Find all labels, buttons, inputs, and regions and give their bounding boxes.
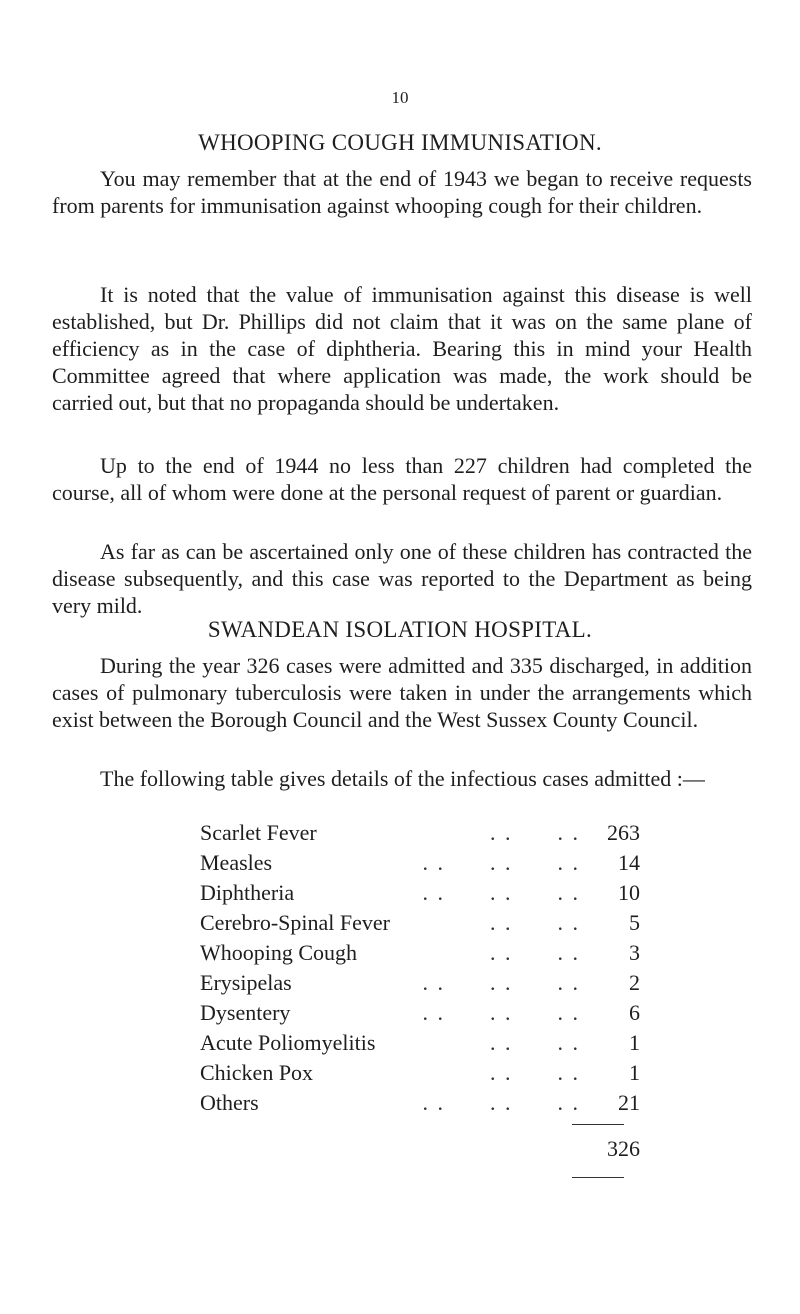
case-count: 1 bbox=[629, 1030, 640, 1055]
case-count: 10 bbox=[618, 880, 640, 905]
case-count: 5 bbox=[629, 910, 640, 935]
infectious-cases-table bbox=[200, 820, 640, 1120]
leader-dots: . . . . bbox=[490, 940, 580, 965]
leader-dots: . . . . . . bbox=[422, 880, 580, 905]
leader-dots: . . . . . . bbox=[422, 850, 580, 875]
paragraph: Up to the end of 1944 no less than 227 children had completed the course, all of whom were done at the personal request of parent or guardian. bbox=[52, 453, 752, 505]
section-title-whooping-cough: WHOOPING COUGH IMMUNISATION. bbox=[198, 130, 602, 155]
disease-name: Measles bbox=[200, 850, 276, 876]
table-row bbox=[200, 850, 640, 880]
disease-name: Diphtheria bbox=[200, 880, 298, 906]
paragraph: During the year 326 cases were admitted and 335 discharged, in addition cases of pulmonary tuberculosis were taken in under the arrangements which exist between the Borough Council and the West Sussex County Council. bbox=[52, 653, 752, 732]
case-count: 263 bbox=[607, 820, 640, 845]
leader-dots: . . . . . . bbox=[422, 1090, 580, 1115]
case-count: 3 bbox=[629, 940, 640, 965]
disease-name: Cerebro-Spinal Fever bbox=[200, 910, 394, 936]
paragraph: It is noted that the value of immunisation against this disease is well established, but Dr. Phillips did not claim that it was on the same plane of efficiency as in the case of diphtheria. Bearing this in mind your Health Committee agreed that where application was made, the work should be carried out, but that no propaganda should be undertaken. bbox=[52, 282, 752, 415]
disease-name: Others bbox=[200, 1090, 263, 1116]
disease-name: Chicken Pox bbox=[200, 1060, 317, 1086]
table-row bbox=[200, 1060, 640, 1090]
case-count: 21 bbox=[618, 1090, 640, 1115]
table-row bbox=[200, 880, 640, 910]
table-row bbox=[200, 970, 640, 1000]
table-row bbox=[200, 910, 640, 940]
case-count: 1 bbox=[629, 1060, 640, 1085]
total-rule-top bbox=[572, 1124, 624, 1125]
disease-name: Erysipelas bbox=[200, 970, 296, 996]
section-title-isolation-hospital: SWANDEAN ISOLATION HOSPITAL. bbox=[207, 617, 593, 642]
total-rule-bottom bbox=[572, 1177, 624, 1178]
leader-dots: . . . . bbox=[490, 1060, 580, 1085]
leader-dots: . . . . . . bbox=[422, 1000, 580, 1025]
disease-name: Scarlet Fever bbox=[200, 820, 321, 846]
total-count: 326 bbox=[607, 1136, 640, 1161]
paragraph: As far as can be ascertained only one of these children has contracted the disease subsequently, and this case was reported to the Department as being very mild. bbox=[52, 539, 752, 618]
page-number: 10 bbox=[391, 88, 409, 107]
table-row bbox=[200, 1090, 640, 1120]
leader-dots: . . . . . . bbox=[422, 970, 580, 995]
case-count: 6 bbox=[629, 1000, 640, 1025]
disease-name: Whooping Cough bbox=[200, 940, 361, 966]
table-row bbox=[200, 940, 640, 970]
leader-dots: . . . . bbox=[490, 1030, 580, 1055]
table-row bbox=[200, 1030, 640, 1060]
table-row bbox=[200, 1000, 640, 1030]
leader-dots: . . . . bbox=[490, 910, 580, 935]
disease-name: Acute Poliomyelitis bbox=[200, 1030, 379, 1056]
paragraph: You may remember that at the end of 1943 we began to receive requests from parents for immunisation against whooping cough for their children. bbox=[52, 166, 752, 218]
case-count: 2 bbox=[629, 970, 640, 995]
case-count: 14 bbox=[618, 850, 640, 875]
leader-dots: . . . . bbox=[490, 820, 580, 845]
paragraph: The following table gives details of the infectious cases admitted :— bbox=[100, 766, 705, 791]
disease-name: Dysentery bbox=[200, 1000, 294, 1026]
table-row bbox=[200, 820, 640, 850]
